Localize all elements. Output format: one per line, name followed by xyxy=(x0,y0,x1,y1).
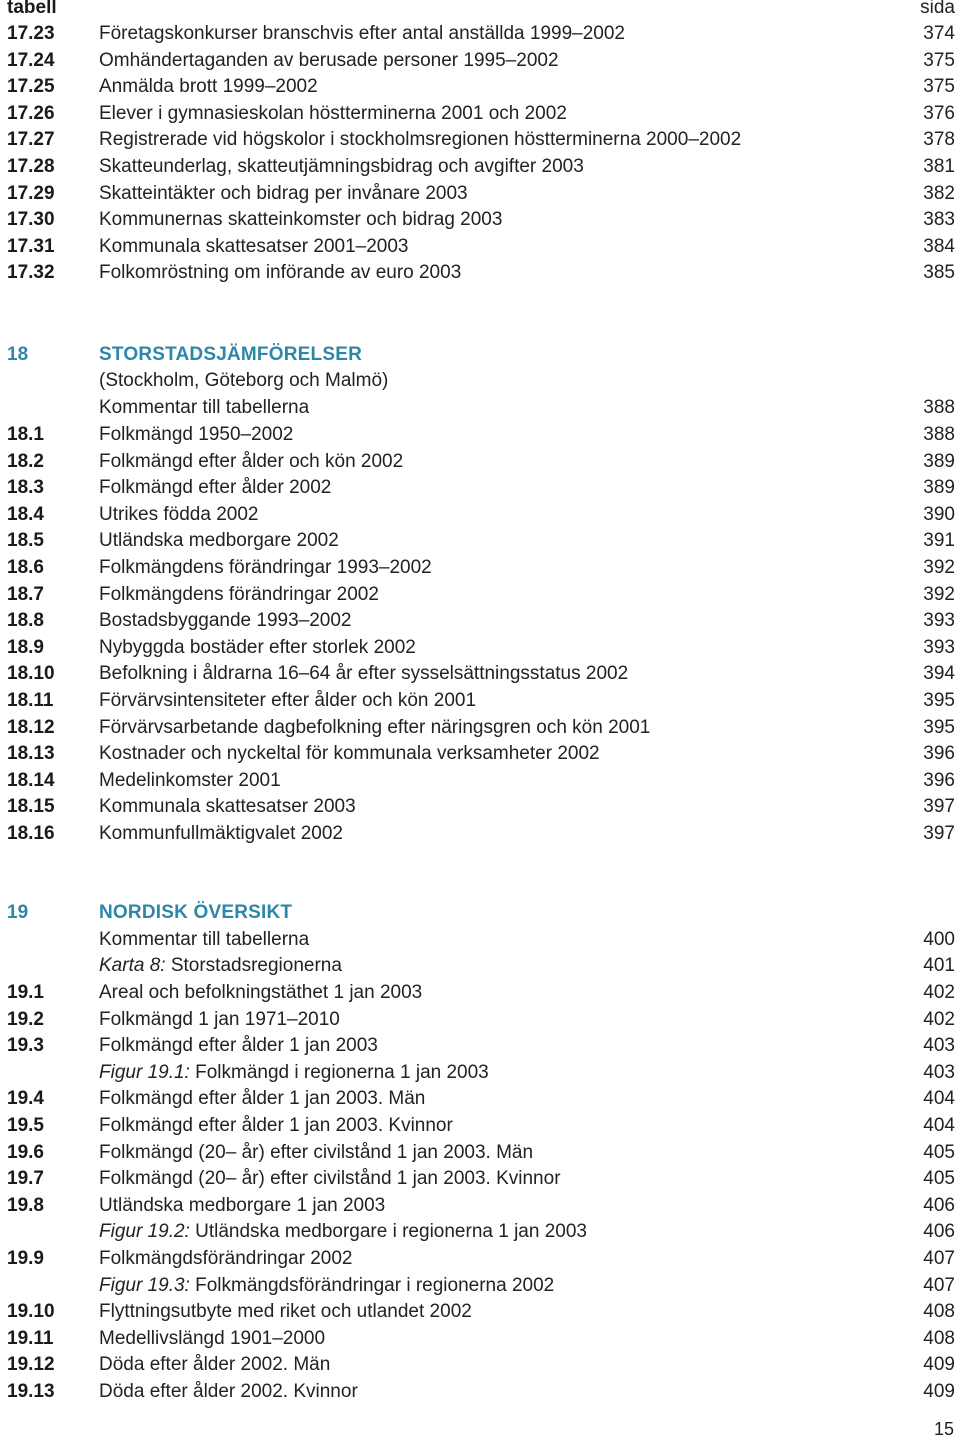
table-title: Folkmängdens förändringar 1993–2002 xyxy=(99,557,432,578)
table-number: 18.1 xyxy=(7,424,44,445)
table-number: 17.31 xyxy=(7,235,55,257)
table-number: 19.10 xyxy=(7,1301,55,1323)
table-number: 19.1 xyxy=(7,982,44,1003)
page-reference: 384 xyxy=(923,235,955,257)
toc-row xyxy=(0,555,960,581)
page-reference: 378 xyxy=(923,129,955,151)
toc-row xyxy=(0,1299,960,1325)
toc-row xyxy=(0,1166,960,1192)
table-title: Utrikes födda 2002 xyxy=(99,503,259,525)
page-reference: 405 xyxy=(923,1168,955,1190)
table-number: 19.8 xyxy=(7,1194,44,1216)
toc-row xyxy=(0,1033,960,1059)
page-reference: 375 xyxy=(923,76,955,98)
table-title: Omhändertaganden av berusade personer 1995–2002 xyxy=(99,49,559,71)
table-title: Folkmängd efter ålder 1 jan 2003 xyxy=(99,1035,378,1057)
page-reference: 397 xyxy=(923,823,955,844)
table-number: 19.6 xyxy=(7,1141,44,1163)
table-title: Folkmängd 1 jan 1971–2010 xyxy=(99,1008,340,1030)
section-18-heading xyxy=(0,342,960,368)
table-number: 17.24 xyxy=(7,49,55,71)
toc-row xyxy=(0,260,960,286)
table-title: Registrerade vid högskolor i stockholmsregionen höstterminerna 2000–2002 xyxy=(99,129,742,151)
toc-row xyxy=(0,1140,960,1166)
toc-row xyxy=(0,1273,960,1299)
table-number: 17.23 xyxy=(7,23,55,44)
toc-row xyxy=(0,154,960,180)
table-number: 19.13 xyxy=(7,1381,55,1402)
table-title: Nybyggda bostäder efter storlek 2002 xyxy=(99,636,416,658)
table-number: 18.14 xyxy=(7,769,55,791)
figure-title: Utländska medborgare i regionerna 1 jan 2003 xyxy=(189,1221,587,1243)
page-reference: 385 xyxy=(923,262,955,284)
table-number: 18.12 xyxy=(7,716,55,738)
table-title: Förvärvsarbetande dagbefolkning efter näringsgren och kön 2001 xyxy=(99,716,651,738)
comment-title: Kommentar till tabellerna xyxy=(99,929,310,950)
toc-row xyxy=(0,635,960,661)
table-number: 17.26 xyxy=(7,102,55,124)
section-19-heading xyxy=(0,900,960,926)
page-reference: 382 xyxy=(923,182,955,204)
table-title: Folkmängd 1950–2002 xyxy=(99,424,294,445)
table-title: Skatteintäkter och bidrag per invånare 2003 xyxy=(99,182,468,204)
toc-row xyxy=(0,449,960,475)
toc-row xyxy=(0,688,960,714)
page-reference: 406 xyxy=(923,1194,955,1216)
figure-label: Figur 19.3: xyxy=(99,1274,190,1296)
toc-row xyxy=(0,475,960,501)
toc-row xyxy=(0,528,960,554)
toc-row xyxy=(0,234,960,260)
page-reference: 393 xyxy=(923,610,955,632)
table-title: Areal och befolkningstäthet 1 jan 2003 xyxy=(99,982,423,1003)
page-reference: 403 xyxy=(923,1035,955,1057)
column-header-row xyxy=(0,0,960,21)
page-reference: 393 xyxy=(923,636,955,658)
table-number: 18.9 xyxy=(7,636,44,658)
page-reference: 375 xyxy=(923,49,955,71)
toc-row xyxy=(0,1060,960,1086)
page-reference: 391 xyxy=(923,530,955,552)
page-reference: 402 xyxy=(923,1008,955,1030)
map-label: Karta 8: xyxy=(99,955,166,976)
table-title: Döda efter ålder 2002. Kvinnor xyxy=(99,1381,358,1402)
table-number: 19.9 xyxy=(7,1248,44,1269)
page-reference: 396 xyxy=(923,769,955,791)
page-reference: 395 xyxy=(923,690,955,711)
comment-title: Kommentar till tabellerna xyxy=(99,397,310,418)
table-title: Bostadsbyggande 1993–2002 xyxy=(99,610,352,632)
toc-row xyxy=(0,21,960,47)
table-title xyxy=(99,1273,554,1299)
toc-row xyxy=(0,101,960,127)
table-number: 18.15 xyxy=(7,796,55,818)
table-title: Anmälda brott 1999–2002 xyxy=(99,76,318,98)
page-reference: 404 xyxy=(923,1088,955,1110)
toc-row xyxy=(0,1113,960,1139)
page-reference: 392 xyxy=(923,583,955,605)
table-number: 18.16 xyxy=(7,823,55,844)
page-reference: 407 xyxy=(923,1248,955,1269)
table-title: Folkmängd efter ålder 1 jan 2003. Kvinnor xyxy=(99,1115,453,1136)
comment-page: 388 xyxy=(923,397,955,418)
table-title: Döda efter ålder 2002. Män xyxy=(99,1354,331,1376)
page-reference: 405 xyxy=(923,1141,955,1163)
toc-row xyxy=(0,1193,960,1219)
table-title: Utländska medborgare 2002 xyxy=(99,530,339,552)
toc-row xyxy=(0,980,960,1006)
table-number: 19.2 xyxy=(7,1008,44,1030)
table-title: Kommunfullmäktigvalet 2002 xyxy=(99,823,343,844)
table-title: Folkmängd efter ålder 2002 xyxy=(99,477,332,499)
page-reference: 388 xyxy=(923,424,955,445)
toc-row xyxy=(0,48,960,74)
toc-row xyxy=(0,582,960,608)
table-title: Flyttningsutbyte med riket och utlandet 2002 xyxy=(99,1301,472,1323)
map-title: Storstadsregionerna xyxy=(165,955,342,976)
table-title: Elever i gymnasieskolan höstterminerna 2001 och 2002 xyxy=(99,102,567,124)
table-number: 17.27 xyxy=(7,129,55,151)
section-title: NORDISK ÖVERSIKT xyxy=(99,902,293,923)
section-subtitle: (Stockholm, Göteborg och Malmö) xyxy=(99,370,389,391)
page-reference: 394 xyxy=(923,663,955,685)
table-title xyxy=(99,1219,587,1245)
table-number: 18.10 xyxy=(7,663,55,685)
page-reference: 390 xyxy=(923,503,955,525)
toc-row xyxy=(0,1352,960,1378)
table-number: 19.11 xyxy=(7,1327,54,1349)
toc-row xyxy=(0,1326,960,1352)
toc-row xyxy=(0,74,960,100)
figure-label: Figur 19.2: xyxy=(99,1221,190,1243)
table-title: Folkmängdens förändringar 2002 xyxy=(99,583,379,605)
table-title xyxy=(99,1060,489,1086)
toc-row xyxy=(0,422,960,448)
section-19-comment-row xyxy=(0,927,960,953)
table-number: 18.4 xyxy=(7,503,44,525)
map-page: 401 xyxy=(923,955,955,976)
section-number: 19 xyxy=(7,902,29,923)
page-reference: 409 xyxy=(923,1381,955,1402)
table-number: 19.5 xyxy=(7,1115,44,1136)
table-number: 18.3 xyxy=(7,477,44,499)
table-title: Skatteunderlag, skatteutjämningsbidrag och avgifter 2003 xyxy=(99,156,584,177)
table-title: Medelinkomster 2001 xyxy=(99,769,281,791)
toc-row xyxy=(0,821,960,847)
toc-row xyxy=(0,1246,960,1272)
section-title: STORSTADSJÄMFÖRELSER xyxy=(99,344,362,365)
table-title: Folkomröstning om införande av euro 2003 xyxy=(99,262,462,284)
table-number: 18.13 xyxy=(7,743,55,765)
table-title: Kommunernas skatteinkomster och bidrag 2003 xyxy=(99,209,503,231)
page-reference: 381 xyxy=(923,156,955,177)
toc-row xyxy=(0,768,960,794)
page-reference: 407 xyxy=(923,1274,955,1296)
toc-row xyxy=(0,1379,960,1405)
page-reference: 374 xyxy=(923,23,955,44)
table-number: 18.6 xyxy=(7,557,44,578)
toc-row xyxy=(0,1086,960,1112)
page-reference: 408 xyxy=(923,1301,955,1323)
page-reference: 396 xyxy=(923,743,955,765)
page-reference: 404 xyxy=(923,1115,955,1136)
table-number: 18.11 xyxy=(7,690,54,711)
table-number: 17.32 xyxy=(7,262,55,284)
page-reference: 406 xyxy=(923,1221,955,1243)
toc-row xyxy=(0,207,960,233)
table-number: 17.30 xyxy=(7,209,55,231)
table-number: 19.7 xyxy=(7,1168,44,1190)
page-reference: 397 xyxy=(923,796,955,818)
toc-row xyxy=(0,794,960,820)
page-number: 15 xyxy=(933,1419,954,1439)
toc-row xyxy=(0,1007,960,1033)
table-title: Folkmängd (20– år) efter civilstånd 1 jan 2003. Män xyxy=(99,1141,534,1163)
toc-row xyxy=(0,661,960,687)
column-header-table: tabell xyxy=(7,0,57,18)
table-title: Kommunala skattesatser 2001–2003 xyxy=(99,235,409,257)
page-reference: 402 xyxy=(923,982,955,1003)
table-title: Folkmängd efter ålder 1 jan 2003. Män xyxy=(99,1088,426,1110)
section-18-comment-row xyxy=(0,395,960,421)
table-title: Förvärvsintensiteter efter ålder och kön 2001 xyxy=(99,690,477,711)
table-title: Medellivslängd 1901–2000 xyxy=(99,1327,326,1349)
map-entry xyxy=(99,953,342,979)
figure-title: Folkmängdsförändringar i regionerna 2002 xyxy=(189,1274,555,1296)
toc-row xyxy=(0,1219,960,1245)
table-number: 18.2 xyxy=(7,450,44,472)
page-reference: 392 xyxy=(923,557,955,578)
toc-row xyxy=(0,502,960,528)
figure-label: Figur 19.1: xyxy=(99,1061,190,1083)
toc-row xyxy=(0,741,960,767)
table-number: 17.25 xyxy=(7,76,55,98)
section-number: 18 xyxy=(7,344,29,365)
table-title: Kommunala skattesatser 2003 xyxy=(99,796,356,818)
section-18-subtitle xyxy=(0,368,960,394)
table-title: Utländska medborgare 1 jan 2003 xyxy=(99,1194,386,1216)
page-reference: 408 xyxy=(923,1327,955,1349)
page-reference: 395 xyxy=(923,716,955,738)
page-reference: 403 xyxy=(923,1061,955,1083)
section-19-map-row xyxy=(0,953,960,979)
table-number: 18.8 xyxy=(7,610,44,632)
page-reference: 376 xyxy=(923,102,955,124)
page-reference: 389 xyxy=(923,477,955,499)
table-number: 17.29 xyxy=(7,182,55,204)
table-title: Befolkning i åldrarna 16–64 år efter sysselsättningsstatus 2002 xyxy=(99,663,629,685)
table-number: 19.4 xyxy=(7,1088,44,1110)
table-number: 18.5 xyxy=(7,530,44,552)
toc-row xyxy=(0,127,960,153)
table-number: 19.3 xyxy=(7,1035,44,1057)
comment-page: 400 xyxy=(923,929,955,950)
table-title: Folkmängd (20– år) efter civilstånd 1 jan 2003. Kvinnor xyxy=(99,1168,561,1190)
figure-title: Folkmängd i regionerna 1 jan 2003 xyxy=(189,1061,489,1083)
column-header-page: sida xyxy=(920,0,955,18)
page-reference: 389 xyxy=(923,450,955,472)
toc-row xyxy=(0,608,960,634)
toc-row xyxy=(0,181,960,207)
table-title: Folkmängd efter ålder och kön 2002 xyxy=(99,450,404,472)
table-title: Folkmängdsförändringar 2002 xyxy=(99,1248,353,1269)
toc-row xyxy=(0,715,960,741)
page-reference: 383 xyxy=(923,209,955,231)
page-reference: 409 xyxy=(923,1354,955,1376)
table-title: Företagskonkurser branschvis efter antal anställda 1999–2002 xyxy=(99,23,625,44)
table-number: 17.28 xyxy=(7,156,55,177)
table-number: 18.7 xyxy=(7,583,44,605)
table-title: Kostnader och nyckeltal för kommunala verksamheter 2002 xyxy=(99,743,600,765)
table-number: 19.12 xyxy=(7,1354,55,1376)
